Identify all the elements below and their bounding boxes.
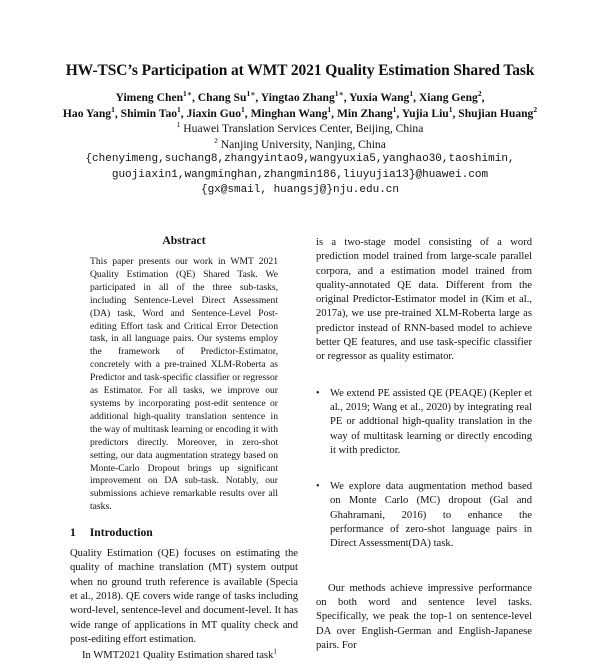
abstract-text: This paper presents our work in WMT 2021 Quality Estimation (QE) Shared Task. We participated in all of the three sub-tasks, including Sentence-Level Direct Assessment (DA) task, Word and Sentence-Level Post-editing Effort task and Critical Error Detection task, in all language pairs. Our systems employ the framework of Predictor-Estimator, concretely with a pre-trained XLM-Roberta as Predictor and task-specific classifier or regressor as Estimator. For all tasks, we improve our systems by incorporating post-edit sentence or additional high-quality translation sentence in the way of multitask learning or encoding it with predictors directly. Moreover, in zero-shot setting, our data augmentation strategy based on Monte-Carlo Dropout brings up significant improvement on DA sub-task. Notably, our submissions achieve remarkable results over all tasks. (90, 256, 278, 513)
author-affiliation-marker: 1 (392, 104, 397, 114)
author-name: Chang Su (197, 91, 247, 104)
author-name: Yujia Liu (401, 106, 449, 120)
bullet-icon: • (316, 387, 320, 399)
author-name: Yingtao Zhang (260, 91, 335, 104)
right-column (316, 236, 532, 653)
bullet-text-2: We explore data augmentation method based on Monte Carlo (MC) dropout (Gal and Ghahramani, 2016) to enhance the performance of zero-shot language pairs in Direct Assessment(DA) task. (330, 481, 532, 550)
affiliation-2-marker: 2 (214, 135, 218, 145)
author-affiliation-marker: 1 (327, 104, 332, 114)
email-line-3: {gx@smail, huangsj@}nju.edu.cn (200, 184, 400, 196)
author-name: Yuxia Wang (349, 91, 410, 104)
affiliation-1 (20, 121, 580, 137)
author-block (20, 90, 580, 199)
author-affiliation-marker: 1∗ (183, 89, 192, 99)
author-affiliation-marker: 2 (477, 89, 482, 99)
list-item (316, 480, 532, 551)
author-name: Shujian Huang (458, 106, 534, 120)
affiliation-1-text: Huawei Translation Services Center, Beijing, China (183, 122, 424, 135)
right-paragraph-1: is a two-stage model consisting of a word prediction model trained from large-scale parallel corpora, and a estimation model trained from quality-annotated QE data. Different from the original Predictor-Estimator model in (Kim et al., 2017a), we use pre-trained XLM-Roberta large as predictor instead of RNN-based model to achieve better QE features, and use task-specific classifier or regressor as quality estimator. (316, 237, 532, 363)
intro-heading (70, 526, 298, 539)
author-separator: , (331, 106, 337, 120)
list-item (316, 387, 532, 458)
author-separator: , (343, 91, 350, 104)
right-paragraph-2: Our methods achieve impressive performance on both word and sentence level tasks. Specifically, we peak the top-1 on sentence-level DA over English-German and English-Japanese pairs. For (316, 582, 532, 651)
email-line-2: guojiaxin1,wangminghan,zhangmin186,liuyujia13}@huawei.com (111, 168, 489, 181)
intro-section-title: Introduction (89, 526, 153, 540)
email-line-1: {chenyimeng,suchang8,zhangyintao9,wangyuxia5,yanghao30,taoshimin, (85, 153, 515, 165)
author-separator: , (180, 106, 187, 120)
author-separator: , (481, 91, 485, 104)
footnote-marker: 1 (273, 647, 277, 656)
author-affiliation-marker: 1 (111, 104, 115, 114)
author-affiliation-marker: 1 (448, 104, 453, 114)
bullet-icon: • (316, 481, 320, 493)
affiliation-2-text: Nanjing University, Nanjing, China (220, 137, 386, 151)
bullet-text-1: We extend PE assisted QE (PEAQE) (Kepler et al., 2019; Wang et al., 2020) by integrating real PE or addtional high-quality translation in the way of multitask learning or directly encoding it with predictor. (330, 387, 532, 456)
author-separator: , (452, 106, 459, 120)
author-separator: , (114, 106, 121, 120)
author-separator: , (191, 91, 198, 104)
abstract-heading: Abstract (162, 234, 206, 247)
author-separator: , (396, 106, 402, 120)
author-name: Hao Yang (62, 106, 112, 120)
author-name: Minghan Wang (250, 106, 328, 120)
author-affiliation-marker: 2 (533, 104, 538, 114)
intro-paragraph-2-text: In WMT2021 Quality Estimation shared task (82, 650, 274, 662)
intro-paragraph-1: Quality Estimation (QE) focuses on estimating the quality of machine translation (MT) system output when no ground truth reference is available (Specia et al., 2018). QE covers wide range of tasks including word-level, sentence-level and document-level. It has wide range of applications in MT quality check and post-editing effort estimation. (70, 548, 298, 645)
author-affiliation-marker: 1 (177, 104, 181, 114)
author-affiliation-marker: 1∗ (246, 89, 256, 99)
author-separator: , (244, 106, 251, 120)
intro-section-number: 1 (70, 526, 76, 540)
author-separator: , (255, 91, 261, 104)
paper-title: HW-TSC’s Participation at WMT 2021 Quality Estimation Shared Task (65, 62, 535, 79)
author-affiliation-marker: 1 (409, 89, 414, 99)
affiliation-2 (20, 137, 580, 153)
author-line-1 (20, 90, 580, 106)
affiliation-1-marker: 1 (176, 120, 181, 130)
intro-paragraph-2 (70, 649, 298, 663)
author-name: Min Zhang (336, 106, 393, 120)
left-column (70, 234, 298, 664)
author-name: Shimin Tao (120, 106, 178, 120)
author-line-2 (20, 106, 580, 122)
author-name: Jiaxin Guo (186, 106, 242, 120)
author-affiliation-marker: 1∗ (334, 89, 344, 99)
author-separator: , (413, 91, 419, 104)
author-name: Xiang Geng (418, 91, 478, 104)
author-affiliation-marker: 1 (241, 104, 245, 114)
author-name: Yimeng Chen (115, 91, 184, 104)
